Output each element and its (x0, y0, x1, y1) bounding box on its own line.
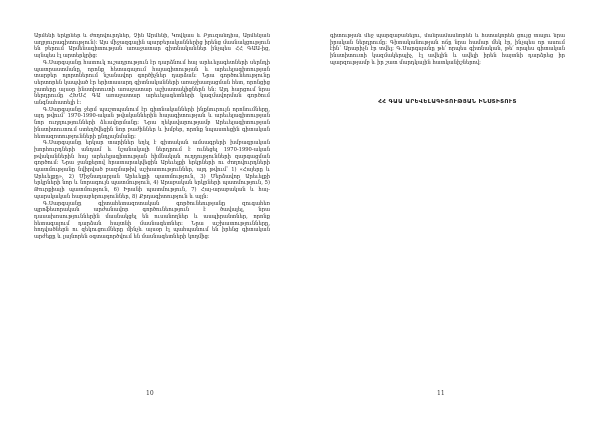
paragraph: Գ.Սարգսյանը հատուկ ուշադրություն էր դարձնում հայ արեւելագետների սերնդի պատրաստմանը, որոնք հետագայում հայագիտության և արեւելագիտության տարբեր ոլորտներում նշանավոր գործիչներ դարձան: Նրա գործունեությունը սերտորեն կապված էր երիտասարդ գիտնականների առաջխաղացման հետ, որոնցից շատերը այսօր ինստիտուտի առաջատար աշխատակիցներն են: Այդ հարցում նրա ներդրումը ՀԽՍՀ ԳԱ առաջատար արեւելագետների կազմավորման գործում անգնահատելի է: (34, 59, 270, 107)
right-page-body-text (330, 33, 565, 88)
page-number-left: 10 (146, 390, 154, 397)
paragraph: Գ.Սարգսյանը գիտահետազոտական գործունեությանը զուգահեռ պրոֆեսորական արժանավոր գործունեություն է ծավալել, նրա դասախոսություններին մասնակցել են ուսանողներ և ասպիրանտներ, որոնք հետագայում դարձան հայտնի մասնագետներ: Նրա աշխատությունները, հոդվածներն ու զեկուցումները մինչև այսօր էլ պահպանում են իրենց գիտական արժեքը և լայնորեն օգտագործվում են մասնագետների կողմից: (34, 200, 270, 241)
paragraph: Արմենի երկրներ և ժողովուրդներ, Չին Արմենի, Կովկաս և Բյուզանդիա, Արմենյան աղբյուրագիտություն): Այս միջազգային պարբերականներից իրենց մասնակցություն են բերում Արմենագիտության առաջատար գիտնականներ ինչպես ՀՀ ԳԱԱ-ից, այնպես էլ արտերկրից: (34, 33, 270, 60)
paragraph: Գ.Սարգսյանը ջերմ պաշտպանում էր գիտնականների ինքնուրույն որոնումները, այդ թվում՝ 1970-1990-ական թվականներին հայագիտության և արեւելագիտության նոր ուղղությունների ձևավորմանը: Նրա ղեկավարությամբ Արեւելագիտության ինստիտուտում ստեղծվեցին նոր բաժիններ և խմբեր, որոնք նպաստեցին գիտական հետազոտությունների ընդլայնմանը: (34, 106, 270, 140)
right-page (300, 0, 600, 425)
paragraph: Գ.Սարգսյանը երկար տարիներ եղել է գիտական ամսագրերի խմբագրական խորհուրդների անդամ և նշանակալի ներդրում է ունեցել 1970-1990-ական թվականներին հայ արեւելագիտության հիմնական ուղղությունների զարգացման գործում: Նրա ջանքերով հրատարակվեցին Արեւելքի երկրների ու ժողովուրդների պատմությանը նվիրված բազմաթիվ աշխատություններ, այդ թվում՝ 1) «Հայերը և Արեւելքը», 2) Միջնադարյան Արեւելքի պատմություն, 3) Մերձավոր Արեւելքի երկրների նոր և նորագույն պատմություն, 4) Արաբական երկրների պատմություն, 5) Թուրքիայի պատմություն, 6) Իրանի պատմություն, 7) Հայ-արաբական և հայ-պարսկական հարաբերություններ, 8) Քրդագիտություն և այլն: (34, 140, 270, 200)
left-page-body-text (34, 33, 270, 371)
institute-heading: ՀՀ ԳԱԱ ԱՐԵՎԵԼԱԳԻՏՈՒԹՅԱՆ ԻՆՍՏԻՏՈՒՏ (378, 99, 517, 105)
paragraph: գիտության մեջ պարզաբանելու, մանրամասնորեն և հստակորեն ցույց տալու նրա իրական ներդրումը: Գիտականության ոճը նրա համար մեկ էր, ինչպես որ ասում էին՝ Արարիչն էր տվել: Գ.Սարգսյանը թե՛ որպես գիտնական, թե՛ որպես գիտական ինստիտուտի կազմակերպիչ, էլ ավելին և ավելի իրեն հայտնի դարձրեց իր պարզությամբ և իր շատ մարդկային հատկանիշներով: (330, 33, 565, 66)
page-number-right: 11 (437, 390, 445, 397)
